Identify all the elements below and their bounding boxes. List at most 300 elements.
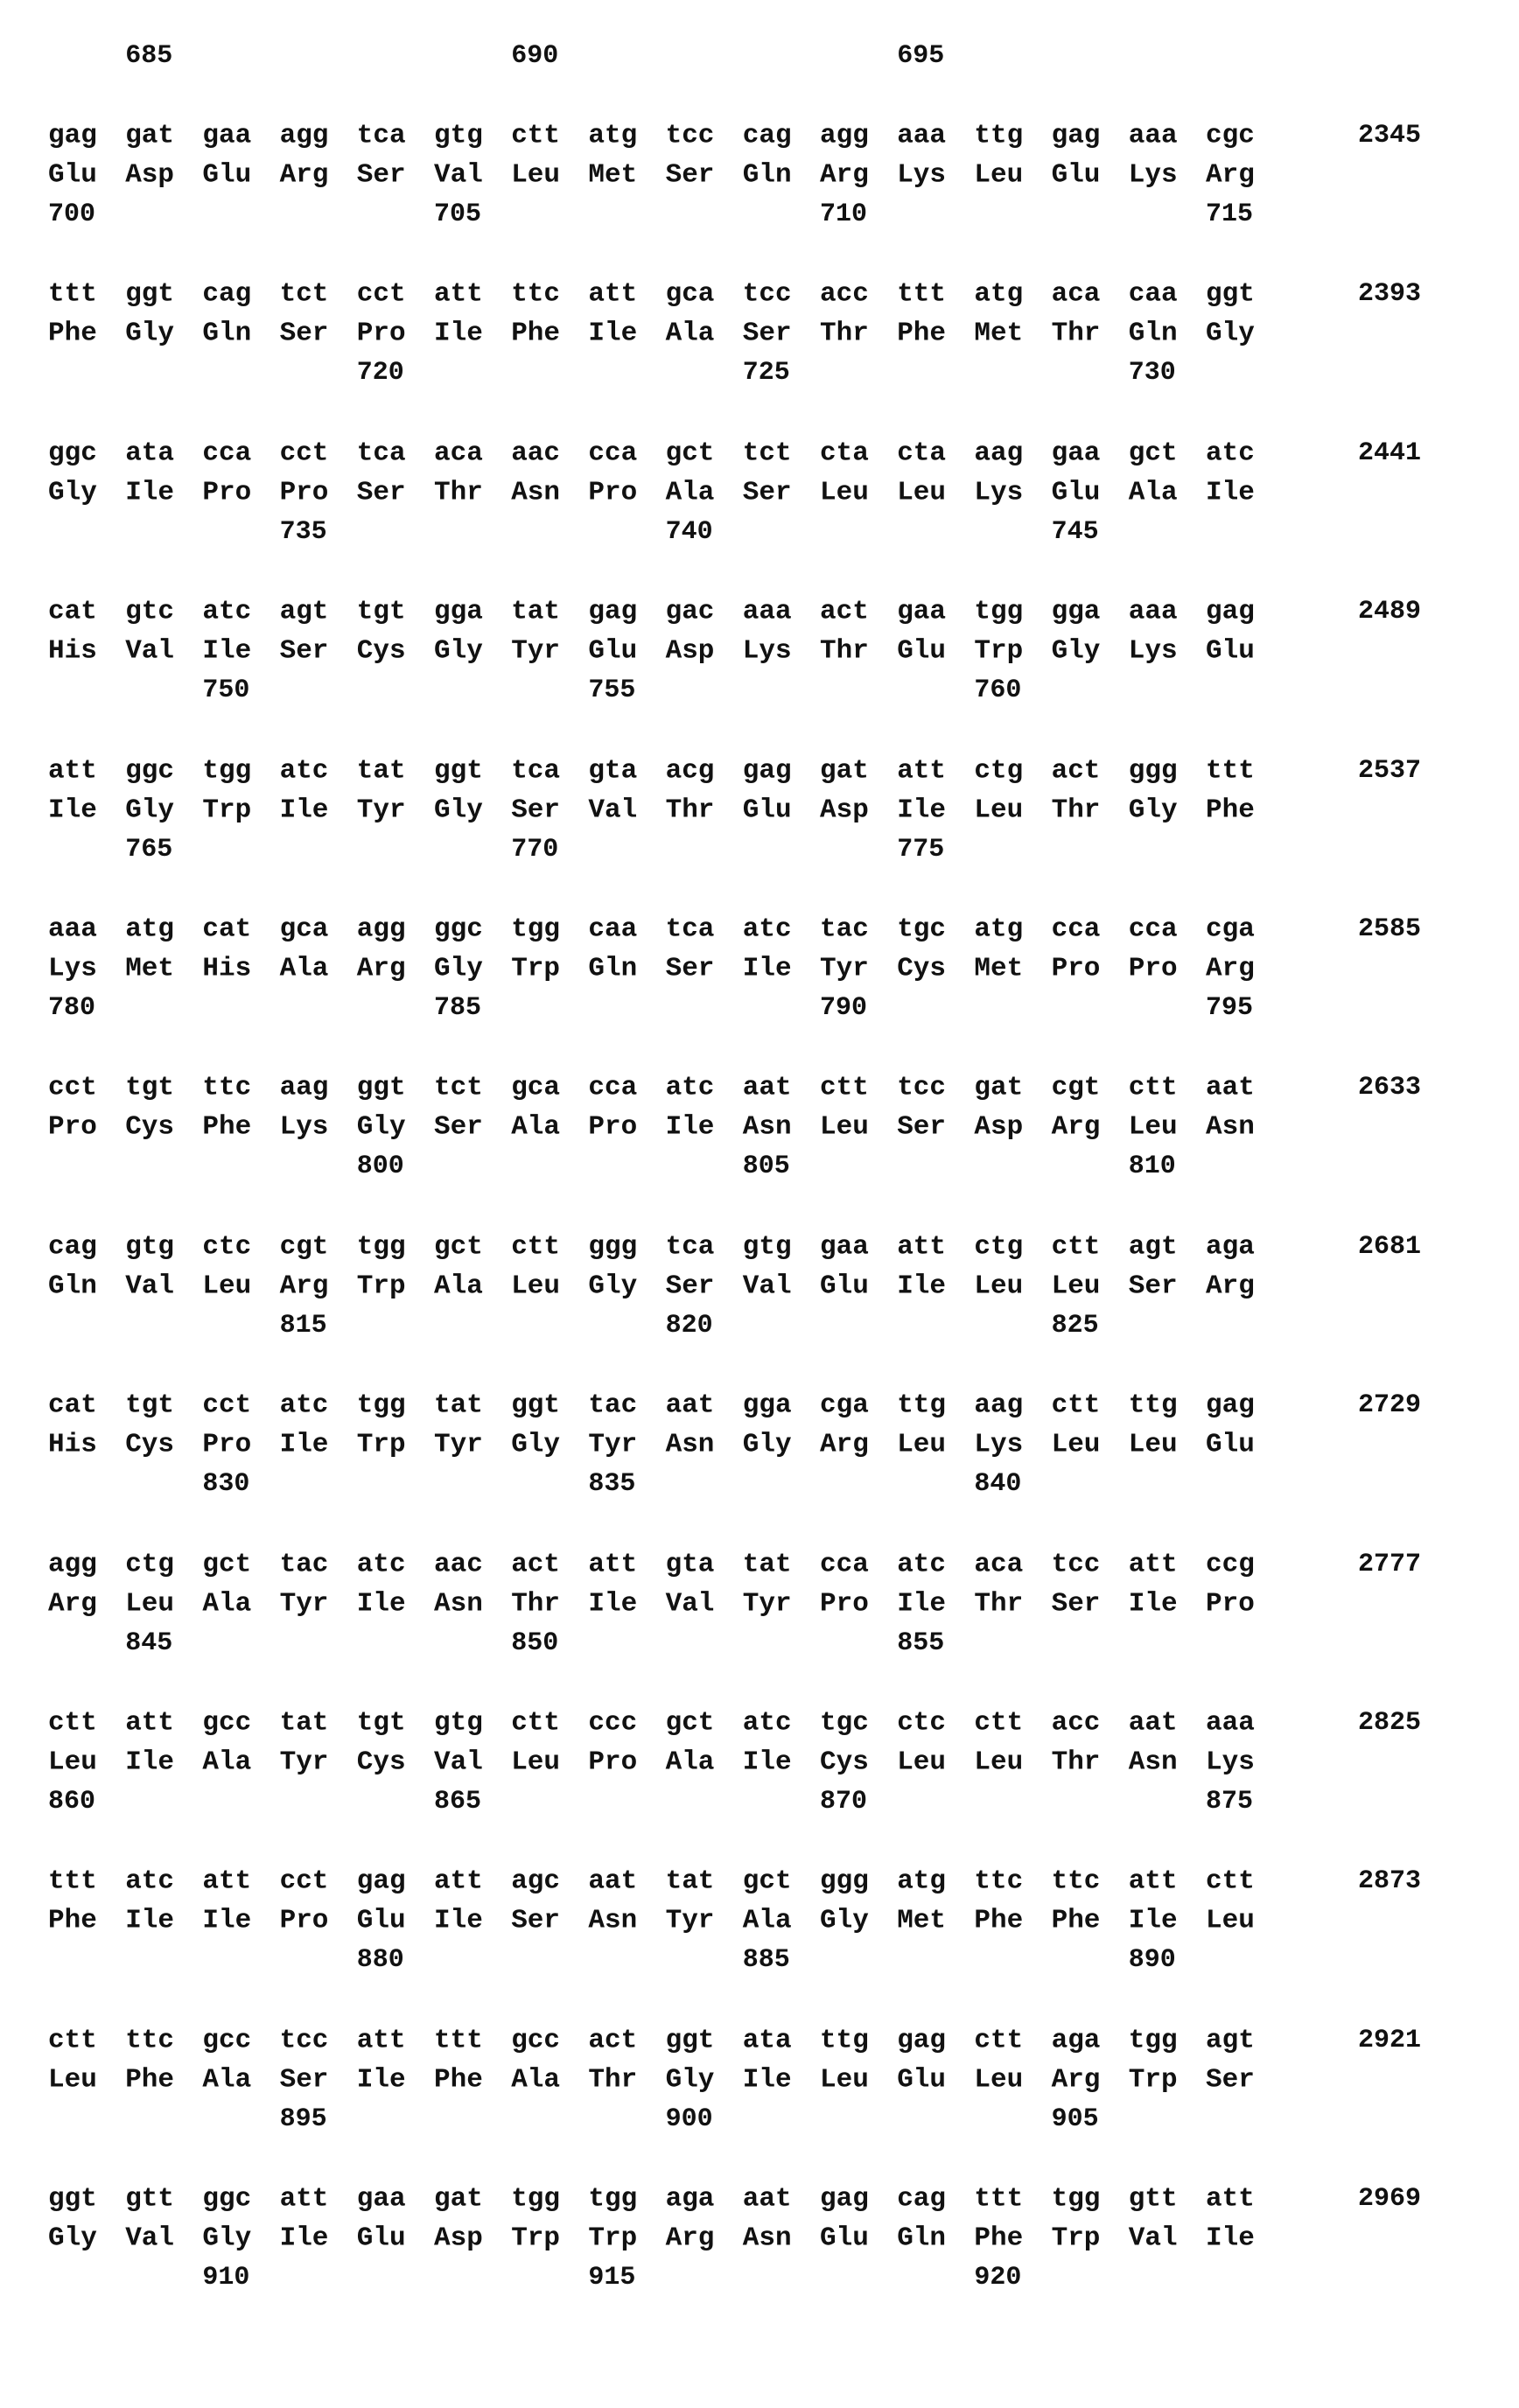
amino-acid: Ile (897, 1272, 946, 1299)
codon: tca (357, 122, 406, 150)
amino-acid: Ala (434, 1272, 483, 1299)
codon: cta (820, 439, 869, 466)
codon: tca (511, 757, 560, 784)
amino-acid: His (48, 1432, 97, 1459)
codon: act (1052, 757, 1101, 784)
codon: caa (1129, 281, 1178, 308)
amino-acid: Thr (511, 1590, 560, 1617)
codon: ctc (202, 1233, 251, 1260)
amino-acid: Arg (280, 162, 329, 189)
amino-acid: Asp (974, 1114, 1023, 1141)
codon: ggt (357, 1074, 406, 1102)
amino-acid: Ile (357, 1590, 406, 1617)
codon: gca (666, 281, 715, 308)
codon: atg (125, 916, 174, 943)
codon: att (897, 1233, 946, 1260)
amino-acid: Ala (666, 320, 715, 347)
amino-acid: Phe (125, 2066, 174, 2093)
amino-acid: Glu (357, 2225, 406, 2252)
amino-acid: Glu (743, 796, 792, 823)
codon: tac (820, 916, 869, 943)
amino-acid: Gly (588, 1272, 637, 1299)
amino-acid: Tyr (666, 1908, 715, 1935)
codon: gag (357, 1868, 406, 1895)
amino-acid: Ile (125, 479, 174, 506)
codon: ctt (820, 1074, 869, 1102)
amino-acid: Phe (511, 320, 560, 347)
codon: aag (974, 439, 1023, 466)
codon: atc (743, 1710, 792, 1737)
codon: tat (357, 757, 406, 784)
residue-number: 830 (202, 1471, 249, 1497)
codon: gta (588, 757, 637, 784)
codon: ttt (1206, 757, 1255, 784)
residue-number: 735 (280, 519, 327, 545)
amino-acid: Tyr (280, 1749, 329, 1776)
codon: ctt (511, 1233, 560, 1260)
codon: tac (280, 1550, 329, 1578)
codon: ttt (434, 2026, 483, 2054)
codon: aaa (743, 598, 792, 626)
amino-acid: Ile (280, 2225, 329, 2252)
amino-acid: Thr (1052, 320, 1101, 347)
codon: tct (743, 439, 792, 466)
residue-number: 720 (357, 360, 404, 386)
codon: aat (743, 2186, 792, 2213)
codon: aaa (48, 916, 97, 943)
codon: acc (820, 281, 869, 308)
residue-number: 840 (974, 1471, 1021, 1497)
amino-acid: Leu (511, 162, 560, 189)
nucleotide-position: 2777 (1358, 1551, 1421, 1578)
residue-number: 845 (125, 1630, 172, 1656)
codon: gtt (1129, 2186, 1178, 2213)
codon: ggt (125, 281, 174, 308)
codon: att (434, 281, 483, 308)
amino-acid: Pro (280, 479, 329, 506)
amino-acid: Ser (897, 1114, 946, 1141)
residue-number: 725 (743, 360, 790, 386)
codon: cat (48, 598, 97, 626)
amino-acid: Asn (666, 1432, 715, 1459)
amino-acid: Ala (202, 1590, 251, 1617)
amino-acid: Arg (357, 956, 406, 983)
amino-acid: Arg (666, 2225, 715, 2252)
amino-acid: Pro (588, 1749, 637, 1776)
amino-acid: Lys (974, 479, 1023, 506)
amino-acid: Gly (743, 1432, 792, 1459)
amino-acid: Val (434, 162, 483, 189)
codon: att (1129, 1550, 1178, 1578)
codon: cta (897, 439, 946, 466)
amino-acid: Tyr (511, 638, 560, 665)
amino-acid: Tyr (434, 1432, 483, 1459)
codon: tgc (897, 916, 946, 943)
codon: ggc (48, 439, 97, 466)
amino-acid: Ser (1206, 2066, 1255, 2093)
codon: gat (974, 1074, 1023, 1102)
amino-acid: Gly (48, 2225, 97, 2252)
amino-acid: Glu (1206, 1432, 1255, 1459)
amino-acid: Ser (743, 479, 792, 506)
amino-acid: Ile (666, 1114, 715, 1141)
amino-acid: Trp (357, 1432, 406, 1459)
amino-acid: Phe (1206, 796, 1255, 823)
codon: tct (280, 281, 329, 308)
amino-acid: Ser (511, 1908, 560, 1935)
residue-number: 770 (511, 836, 558, 863)
codon: tgg (357, 1233, 406, 1260)
codon: att (588, 1550, 637, 1578)
amino-acid: Thr (974, 1590, 1023, 1617)
amino-acid: Ile (1206, 2225, 1255, 2252)
amino-acid: Leu (974, 162, 1023, 189)
codon: ctt (511, 1710, 560, 1737)
amino-acid: Ile (897, 796, 946, 823)
codon: ggt (434, 757, 483, 784)
codon: gag (743, 757, 792, 784)
codon: tcc (1052, 1550, 1101, 1578)
codon: gat (820, 757, 869, 784)
codon: ctt (48, 2026, 97, 2054)
amino-acid: Gln (897, 2225, 946, 2252)
codon: cct (48, 1074, 97, 1102)
codon: tct (434, 1074, 483, 1102)
codon: cag (48, 1233, 97, 1260)
codon: ccc (588, 1710, 637, 1737)
codon: gaa (202, 122, 251, 150)
codon: atg (588, 122, 637, 150)
codon: ttg (820, 2026, 869, 2054)
amino-acid: Leu (125, 1590, 174, 1617)
amino-acid: Glu (357, 1908, 406, 1935)
amino-acid: Gly (434, 956, 483, 983)
amino-acid: Phe (897, 320, 946, 347)
codon: gag (820, 2186, 869, 2213)
residue-number: 895 (280, 2106, 327, 2132)
amino-acid: Pro (357, 320, 406, 347)
residue-number: 750 (202, 677, 249, 704)
residue-number: 900 (666, 2106, 713, 2132)
codon: gtg (434, 1710, 483, 1737)
amino-acid: Gly (48, 479, 97, 506)
codon: tgg (511, 916, 560, 943)
amino-acid: Lys (1206, 1749, 1255, 1776)
amino-acid: Glu (1052, 162, 1101, 189)
codon: gag (48, 122, 97, 150)
amino-acid: Glu (897, 638, 946, 665)
amino-acid: Cys (357, 638, 406, 665)
nucleotide-position: 2633 (1358, 1074, 1421, 1101)
codon: cgc (1206, 122, 1255, 150)
amino-acid: Glu (48, 162, 97, 189)
amino-acid: Ile (434, 1908, 483, 1935)
amino-acid: Pro (1206, 1590, 1255, 1617)
amino-acid: Thr (1052, 1749, 1101, 1776)
codon: gct (666, 439, 715, 466)
amino-acid: Thr (434, 479, 483, 506)
residue-number: 810 (1129, 1153, 1176, 1180)
amino-acid: Leu (897, 1749, 946, 1776)
codon: cat (48, 1392, 97, 1419)
amino-acid: Ile (1206, 479, 1255, 506)
residue-number: 910 (202, 2264, 249, 2291)
codon: gaa (820, 1233, 869, 1260)
codon: ata (743, 2026, 792, 2054)
codon: cca (202, 439, 251, 466)
codon: aac (511, 439, 560, 466)
residue-number: 755 (588, 677, 635, 704)
residue-number: 760 (974, 677, 1021, 704)
amino-acid: Ile (125, 1749, 174, 1776)
codon: gag (897, 2026, 946, 2054)
amino-acid: Ile (202, 638, 251, 665)
amino-acid: Leu (1129, 1432, 1178, 1459)
codon: gga (743, 1392, 792, 1419)
amino-acid: Ala (666, 479, 715, 506)
amino-acid: Glu (820, 2225, 869, 2252)
codon: ccg (1206, 1550, 1255, 1578)
codon: cca (1129, 916, 1178, 943)
codon: cca (588, 1074, 637, 1102)
codon: aaa (1129, 122, 1178, 150)
codon: cca (588, 439, 637, 466)
codon: atc (897, 1550, 946, 1578)
codon: gct (743, 1868, 792, 1895)
amino-acid: Glu (897, 2066, 946, 2093)
amino-acid: Gln (588, 956, 637, 983)
residue-number: 825 (1052, 1312, 1099, 1339)
amino-acid: Cys (897, 956, 946, 983)
amino-acid: Ile (743, 2066, 792, 2093)
amino-acid: Phe (48, 320, 97, 347)
amino-acid: Thr (666, 796, 715, 823)
amino-acid: Ile (434, 320, 483, 347)
amino-acid: Tyr (357, 796, 406, 823)
amino-acid: Tyr (280, 1590, 329, 1617)
codon: aaa (1206, 1710, 1255, 1737)
amino-acid: Leu (202, 1272, 251, 1299)
residue-number: 745 (1052, 519, 1099, 545)
codon: ggc (125, 757, 174, 784)
codon: cag (202, 281, 251, 308)
codon: gga (1052, 598, 1101, 626)
amino-acid: Pro (48, 1114, 97, 1141)
residue-number: 730 (1129, 360, 1176, 386)
codon: tgg (588, 2186, 637, 2213)
nucleotide-position: 2969 (1358, 2186, 1421, 2212)
amino-acid: Ala (511, 2066, 560, 2093)
amino-acid: Ile (588, 320, 637, 347)
amino-acid: Gly (125, 320, 174, 347)
amino-acid: Arg (280, 1272, 329, 1299)
nucleotide-position: 2345 (1358, 122, 1421, 149)
amino-acid: Trp (511, 2225, 560, 2252)
amino-acid: Met (974, 320, 1023, 347)
amino-acid: Thr (820, 638, 869, 665)
amino-acid: Gln (48, 1272, 97, 1299)
codon: ctt (1129, 1074, 1178, 1102)
amino-acid: Phe (202, 1114, 251, 1141)
amino-acid: Glu (202, 162, 251, 189)
codon: gcc (202, 2026, 251, 2054)
amino-acid: Leu (820, 1114, 869, 1141)
amino-acid: Ser (743, 320, 792, 347)
codon: gaa (897, 598, 946, 626)
codon: att (1129, 1868, 1178, 1895)
codon: atc (280, 1392, 329, 1419)
codon: ggc (434, 916, 483, 943)
residue-number: 920 (974, 2264, 1021, 2291)
residue-number: 715 (1206, 201, 1253, 228)
amino-acid: Ala (666, 1749, 715, 1776)
codon: atc (1206, 439, 1255, 466)
codon: gct (202, 1550, 251, 1578)
codon: ctt (511, 122, 560, 150)
codon: acg (666, 757, 715, 784)
amino-acid: Gly (666, 2066, 715, 2093)
amino-acid: Leu (1206, 1908, 1255, 1935)
codon: ttc (511, 281, 560, 308)
codon: ttg (974, 122, 1023, 150)
residue-number: 800 (357, 1153, 404, 1180)
amino-acid: Leu (48, 1749, 97, 1776)
amino-acid: Ser (280, 638, 329, 665)
amino-acid: Ile (897, 1590, 946, 1617)
nucleotide-position: 2489 (1358, 598, 1421, 625)
codon: atc (743, 916, 792, 943)
amino-acid: Trp (1129, 2066, 1178, 2093)
amino-acid: Ser (1052, 1590, 1101, 1617)
amino-acid: Thr (1052, 796, 1101, 823)
codon: ttt (48, 1868, 97, 1895)
amino-acid: Gly (434, 638, 483, 665)
residue-number: 790 (820, 995, 867, 1021)
amino-acid: Gly (125, 796, 174, 823)
amino-acid: Phe (974, 1908, 1023, 1935)
amino-acid: Lys (280, 1114, 329, 1141)
amino-acid: Ile (357, 2066, 406, 2093)
codon: ggc (202, 2186, 251, 2213)
codon: tgt (125, 1392, 174, 1419)
amino-acid: Pro (1052, 956, 1101, 983)
residue-number: 815 (280, 1312, 327, 1339)
amino-acid: Leu (974, 2066, 1023, 2093)
residue-number: 805 (743, 1153, 790, 1180)
amino-acid: Arg (1052, 1114, 1101, 1141)
codon: ttt (974, 2186, 1023, 2213)
amino-acid: Gln (743, 162, 792, 189)
amino-acid: Ile (588, 1590, 637, 1617)
amino-acid: Tyr (588, 1432, 637, 1459)
amino-acid: Ala (1129, 479, 1178, 506)
amino-acid: Met (974, 956, 1023, 983)
codon: att (48, 757, 97, 784)
amino-acid: Asn (1206, 1114, 1255, 1141)
codon: gct (666, 1710, 715, 1737)
codon: atg (897, 1868, 946, 1895)
codon: tgt (357, 598, 406, 626)
codon: cga (820, 1392, 869, 1419)
codon: ctc (897, 1710, 946, 1737)
codon: atc (125, 1868, 174, 1895)
codon: att (357, 2026, 406, 2054)
amino-acid: Leu (1129, 1114, 1178, 1141)
codon: gag (1206, 598, 1255, 626)
amino-acid: Gly (434, 796, 483, 823)
codon: agc (511, 1868, 560, 1895)
amino-acid: Val (588, 796, 637, 823)
codon: agt (1206, 2026, 1255, 2054)
nucleotide-position: 2537 (1358, 758, 1421, 784)
residue-number: 765 (125, 836, 172, 863)
codon: tcc (897, 1074, 946, 1102)
codon: caa (588, 916, 637, 943)
amino-acid: Pro (202, 1432, 251, 1459)
codon: ctg (125, 1550, 174, 1578)
amino-acid: Ser (357, 479, 406, 506)
codon: gaa (357, 2186, 406, 2213)
amino-acid: Thr (820, 320, 869, 347)
codon: tgg (511, 2186, 560, 2213)
amino-acid: Ile (280, 1432, 329, 1459)
amino-acid: Glu (1206, 638, 1255, 665)
amino-acid: Val (125, 2225, 174, 2252)
codon: ttg (897, 1392, 946, 1419)
codon: aat (666, 1392, 715, 1419)
amino-acid: Arg (1206, 1272, 1255, 1299)
codon: ttt (897, 281, 946, 308)
codon: ggt (1206, 281, 1255, 308)
codon: gtc (125, 598, 174, 626)
amino-acid: Leu (974, 1749, 1023, 1776)
amino-acid: Trp (974, 638, 1023, 665)
codon: gac (666, 598, 715, 626)
amino-acid: Arg (1206, 956, 1255, 983)
amino-acid: Ser (434, 1114, 483, 1141)
amino-acid: Glu (820, 1272, 869, 1299)
nucleotide-position: 2585 (1358, 916, 1421, 942)
codon: tca (666, 916, 715, 943)
nucleotide-position: 2441 (1358, 440, 1421, 466)
amino-acid: Asn (743, 2225, 792, 2252)
residue-number: 835 (588, 1471, 635, 1497)
residue-number: 700 (48, 201, 95, 228)
amino-acid: Ile (280, 796, 329, 823)
codon: aat (1129, 1710, 1178, 1737)
amino-acid: Leu (974, 1272, 1023, 1299)
amino-acid: Tyr (743, 1590, 792, 1617)
amino-acid: Ala (202, 2066, 251, 2093)
codon: aca (434, 439, 483, 466)
codon: agt (1129, 1233, 1178, 1260)
codon: aga (666, 2186, 715, 2213)
amino-acid: Leu (1052, 1272, 1101, 1299)
codon: gtg (743, 1233, 792, 1260)
codon: gtt (125, 2186, 174, 2213)
codon: ctt (1206, 1868, 1255, 1895)
amino-acid: Ile (743, 956, 792, 983)
amino-acid: Cys (820, 1749, 869, 1776)
codon: aaa (897, 122, 946, 150)
codon: atc (357, 1550, 406, 1578)
amino-acid: Lys (974, 1432, 1023, 1459)
amino-acid: Trp (511, 956, 560, 983)
amino-acid: His (202, 956, 251, 983)
codon: gag (1052, 122, 1101, 150)
codon: att (434, 1868, 483, 1895)
amino-acid: Ile (125, 1908, 174, 1935)
